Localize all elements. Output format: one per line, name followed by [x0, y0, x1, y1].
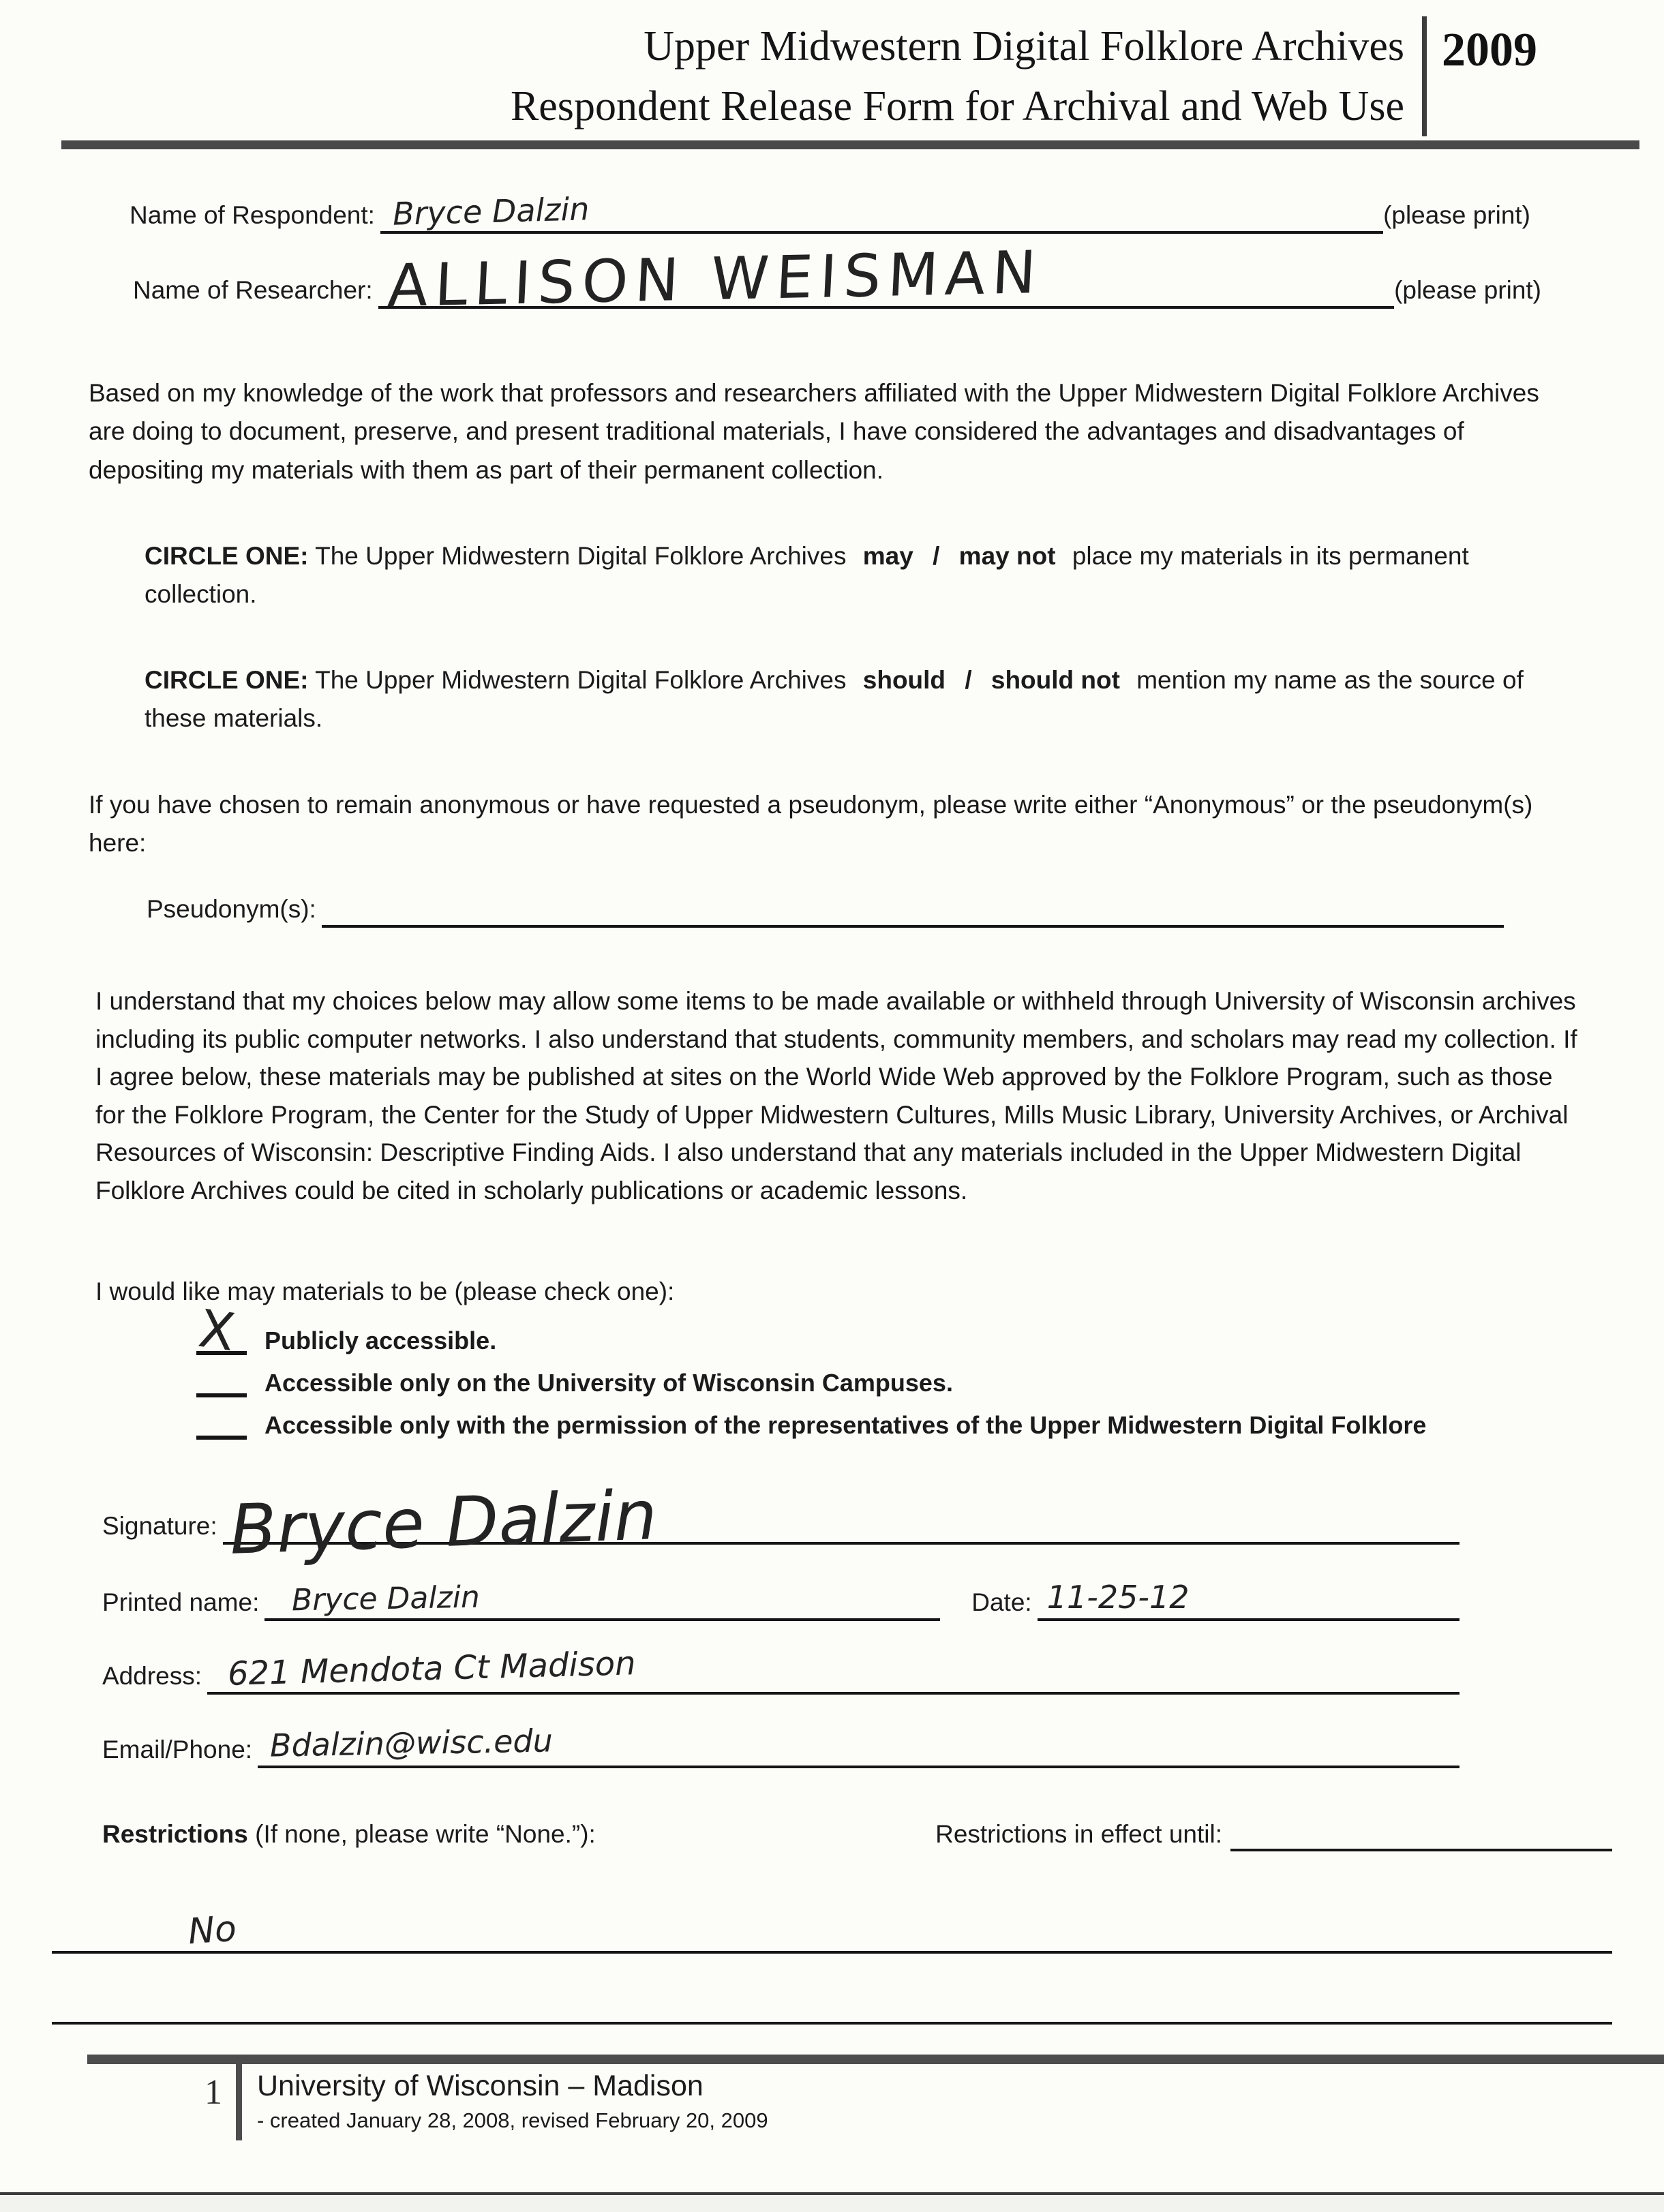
footer-rule: [87, 2055, 1664, 2064]
option-label-2: Accessible only on the University of Wisconsin Campuses.: [264, 1369, 953, 1397]
x-checkmark-handwriting: X: [195, 1297, 239, 1363]
restrictions-until-label: Restrictions in effect until:: [935, 1820, 1222, 1849]
signature-handwriting: Bryce Dalzin: [228, 1475, 659, 1571]
restrictions-write-line-1: [52, 1910, 1612, 1954]
circle-one-mention-name: [145, 661, 1541, 738]
option-should: should: [862, 666, 946, 695]
signature-line: [223, 1475, 1459, 1571]
respondent-print-hint: (please print): [1383, 201, 1530, 230]
option-permission-only: [196, 1407, 1569, 1440]
circle-one-text-after: place my materials in its permanent collection.: [145, 541, 1469, 608]
email-phone-handwriting: Bdalzin@wisc.edu: [269, 1722, 554, 1764]
pseudonym-row: [147, 891, 1504, 928]
circle-one-text-before: The Upper Midwestern Digital Folklore Archives: [315, 666, 847, 695]
intro-paragraph: Based on my knowledge of the work that professors and researchers affiliated with the Upper Midwestern Digital Folklore Archives are doing to document, preserve, and present traditional materials, I have considered the advantages and disadvantages of depositing my materials with them as part of their permanent collection.: [89, 379, 1539, 484]
printed-name-line: [264, 1579, 940, 1621]
footer-divider: [236, 2064, 242, 2140]
option-uw-campuses-only: [196, 1365, 1569, 1397]
printed-name-date-row: [102, 1579, 1459, 1621]
email-phone-label: Email/Phone:: [102, 1736, 253, 1764]
researcher-name-line: [378, 238, 1394, 321]
circle-one-permanent: [145, 537, 1541, 613]
understanding-paragraph: I understand that my choices below may allow some items to be made available or withheld through University of Wisconsin archives including its public computer networks. I also understand that students, community members, and scholars may read my collection. If I agree below, these materials may be published at sites on the World Wide Web approved by the Folklore Program, such as those for the Folklore Program, the Center for the Study of Upper Midwestern Cultures, Mills Music Library, University Archives, or Archival Resources of Wisconsin: Descriptive Finding Aids. I also understand that any materials included in the Upper Midwestern Digital Folklore Archives could be cited in scholarly publications or academic lessons.: [95, 987, 1577, 1205]
respondent-name-label: Name of Respondent:: [130, 201, 375, 230]
email-phone-row: [102, 1722, 1459, 1768]
pseudonym-line: [322, 891, 1504, 928]
date-label: Date:: [971, 1588, 1032, 1617]
access-options: [195, 1297, 1569, 1440]
circle-one-text-before: The Upper Midwestern Digital Folklore Archives: [315, 541, 847, 570]
option-should-not: should not: [990, 666, 1120, 695]
footer-text: [242, 2064, 768, 2133]
date-line: [1038, 1579, 1459, 1621]
header-divider: [1422, 16, 1427, 136]
address-line: [207, 1644, 1459, 1695]
respondent-name-handwriting: Bryce Dalzin: [392, 190, 590, 232]
pseudonym-label: Pseudonym(s):: [147, 895, 316, 924]
circle-one-label: CIRCLE ONE:: [145, 541, 309, 570]
form-title-line1: Upper Midwestern Digital Folklore Archives: [644, 23, 1404, 70]
circle-one-label: CIRCLE ONE:: [145, 666, 309, 695]
restrictions-row: [102, 1817, 1612, 1851]
access-prompt: I would like may materials to be (please check one):: [95, 1277, 675, 1306]
email-phone-line: [258, 1722, 1459, 1768]
restrictions-label: Restrictions: [102, 1820, 248, 1849]
address-row: [102, 1644, 1459, 1695]
option-separator: /: [933, 541, 940, 570]
option-blank-3: [196, 1407, 247, 1440]
scan-background: [0, 2195, 1664, 2212]
restrictions-handwriting: No: [186, 1908, 238, 1953]
revision-note: - created January 28, 2008, revised February 20, 2009: [257, 2108, 768, 2133]
restrictions-until-line: [1230, 1817, 1612, 1851]
option-label-3: Accessible only with the permission of the representatives of the Upper Midwestern Digital Folklore: [264, 1411, 1427, 1440]
researcher-print-hint: (please print): [1394, 276, 1541, 305]
page-number: 1: [205, 2073, 222, 2112]
researcher-name-row: [133, 238, 1541, 321]
signature-label: Signature:: [102, 1512, 217, 1541]
option-may-not: may not: [958, 541, 1056, 570]
option-may: may: [862, 541, 913, 570]
footer: [205, 2064, 1664, 2140]
form-year: 2009: [1442, 24, 1537, 76]
option-label-1: Publicly accessible.: [264, 1327, 497, 1355]
option-blank-2: [196, 1365, 247, 1397]
signature-row: [102, 1475, 1459, 1571]
form-header: [0, 0, 1664, 136]
researcher-name-handwriting: ALLISON WEISMAN: [386, 238, 1044, 321]
date-handwriting: 11-25-12: [1046, 1579, 1190, 1616]
address-label: Address:: [102, 1662, 202, 1691]
institution-name: University of Wisconsin – Madison: [257, 2070, 704, 2103]
restrictions-write-line-2: [52, 1954, 1612, 2025]
anonymous-paragraph: If you have chosen to remain anonymous or have requested a pseudonym, please write either “Anonymous” or the pseudonym(s) here:: [89, 790, 1533, 857]
respondent-name-row: [130, 190, 1530, 234]
restrictions-label-suffix: (If none, please write “None.”):: [247, 1820, 596, 1849]
printed-name-handwriting: Bryce Dalzin: [291, 1579, 481, 1618]
form-title: [0, 16, 1422, 136]
option-publicly-accessible: [195, 1297, 1569, 1363]
header-rule: [61, 140, 1639, 149]
circle-one-text-after: mention my name as the source of these materials.: [145, 666, 1524, 733]
option-blank-1: [195, 1297, 247, 1363]
printed-name-label: Printed name:: [102, 1588, 260, 1617]
restrictions-label-group: [102, 1820, 596, 1851]
address-handwriting: 621 Mendota Ct Madison: [227, 1644, 637, 1693]
respondent-name-line: [380, 190, 1383, 234]
form-title-line2: Respondent Release Form for Archival and Web Use: [510, 83, 1404, 130]
option-separator: /: [965, 666, 972, 695]
researcher-name-label: Name of Researcher:: [133, 276, 373, 305]
